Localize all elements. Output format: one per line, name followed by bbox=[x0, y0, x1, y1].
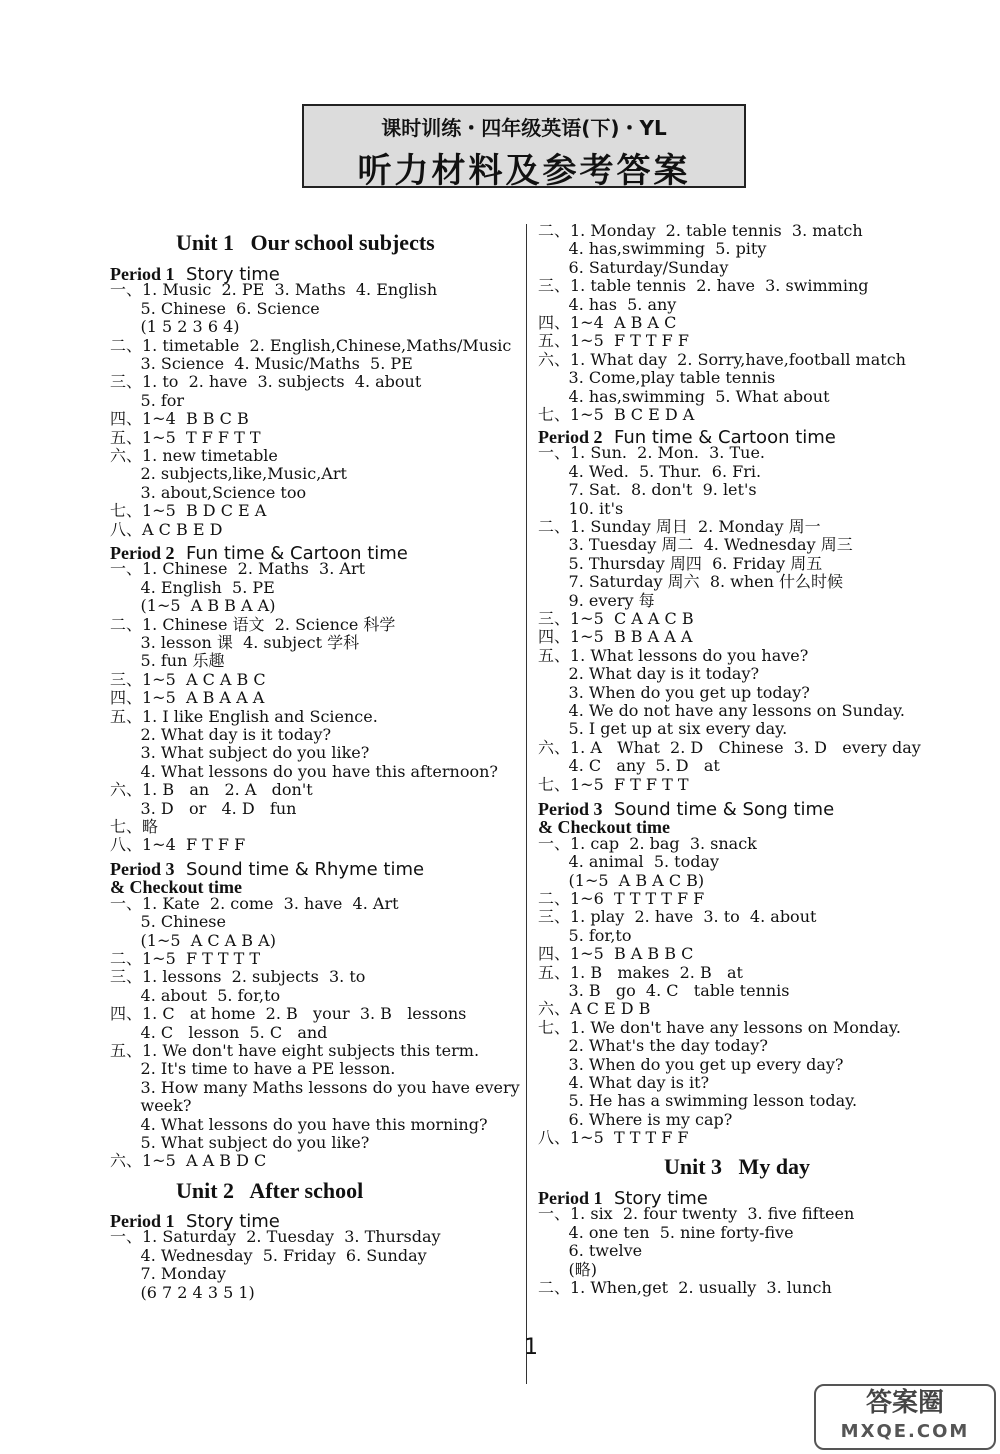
page-banner bbox=[302, 104, 746, 191]
answer-line: 4. has,swimming 5. What about bbox=[538, 386, 830, 406]
answer-line: 二、1. When,get 2. usually 3. lunch bbox=[538, 1278, 832, 1297]
period-label: Period 1 bbox=[110, 264, 175, 284]
answer-line: 3. B go 4. C table tennis bbox=[538, 981, 790, 1000]
period-label: Period 1 bbox=[538, 1188, 603, 1208]
answer-line: 4. Wed. 5. Thur. 6. Fri. bbox=[538, 461, 762, 481]
answer-line: 五、1. I like English and Science. bbox=[110, 706, 378, 726]
answer-line: (略) bbox=[538, 1259, 598, 1279]
watermark-top: 答案圈 bbox=[865, 1388, 944, 1418]
answer-line: 五、1~5 F T T F F bbox=[538, 331, 689, 351]
answer-line: 3. Tuesday 周二 4. Wednesday 周三 bbox=[538, 535, 853, 555]
answer-line: 二、1. Monday 2. table tennis 3. match bbox=[538, 221, 863, 240]
answer-line: 八、1~5 T T T F F bbox=[538, 1128, 689, 1148]
answer-line: 二、1~6 T T T T F F bbox=[538, 889, 705, 908]
watermark-logo bbox=[814, 1384, 996, 1450]
answer-line: 4. We do not have any lessons on Sunday. bbox=[538, 701, 905, 720]
answer-line: 七、1~5 B D C E A bbox=[110, 501, 267, 521]
answer-line: 三、1~5 C A A C B bbox=[538, 609, 694, 628]
answer-line: 7. Saturday 周六 8. when 什么时候 bbox=[538, 572, 844, 592]
answer-line: 六、1. A What 2. D Chinese 3. D every day bbox=[538, 737, 921, 757]
answer-line: 4. Wednesday 5. Friday 6. Sunday bbox=[110, 1245, 427, 1265]
answer-line: 3. Come,play table tennis bbox=[538, 368, 776, 388]
period-label: Period 1 bbox=[110, 1211, 175, 1231]
answer-line: 4. one ten 5. nine forty-five bbox=[538, 1222, 794, 1242]
answer-line: 五、1. What lessons do you have? bbox=[538, 645, 809, 665]
period-label: & Checkout time bbox=[110, 877, 242, 898]
answer-line: 6. Where is my cap? bbox=[538, 1109, 733, 1129]
answer-line: (1~5 A B A C B) bbox=[538, 870, 705, 890]
answer-line: 六、A C E D B bbox=[538, 999, 651, 1019]
answer-line: 三、1~5 A C A B C bbox=[110, 669, 266, 689]
answer-line: 七、略 bbox=[110, 817, 159, 836]
answer-line: 3. When do you get up every day? bbox=[538, 1054, 844, 1074]
answer-line: 七、1. We don't have any lessons on Monday. bbox=[538, 1017, 901, 1037]
answer-line: 六、1. new timetable bbox=[110, 446, 278, 465]
answer-line: 4. has,swimming 5. pity bbox=[538, 239, 767, 259]
answer-line: 5. What subject do you like? bbox=[110, 1133, 370, 1152]
answer-line: 4. C any 5. D at bbox=[538, 756, 720, 776]
answer-line: 4. about 5. for,to bbox=[110, 985, 281, 1005]
answer-line: (1~5 A C A B A) bbox=[110, 930, 276, 950]
answer-line: 4. English 5. PE bbox=[110, 577, 275, 597]
answer-line: 4. What lessons do you have this afternoon? bbox=[110, 761, 498, 781]
period-label: Period 3 bbox=[538, 799, 603, 819]
watermark-bottom: MXQE.COM bbox=[840, 1421, 970, 1442]
answer-line: 5. Chinese 6. Science bbox=[110, 298, 320, 318]
answer-line: 四、1~5 B B A A A bbox=[538, 627, 693, 647]
answer-line: 四、1~4 B B C B bbox=[110, 409, 249, 429]
answer-line: 3. What subject do you like? bbox=[110, 743, 370, 763]
answer-line: 一、1. Kate 2. come 3. have 4. Art bbox=[110, 893, 399, 913]
unit-heading: Unit 3 My day bbox=[664, 1154, 811, 1179]
answer-line: 2. What's the day today? bbox=[538, 1036, 768, 1056]
answer-line: (6 7 2 4 3 5 1) bbox=[110, 1282, 255, 1302]
answer-line: 9. every 每 bbox=[538, 590, 655, 610]
period-topic: Story time bbox=[174, 264, 280, 285]
answer-line: 3. Science 4. Music/Maths 5. PE bbox=[110, 354, 413, 373]
answer-line: 五、1~5 T F F T T bbox=[110, 427, 261, 447]
answer-line: 五、1. B makes 2. B at bbox=[538, 962, 743, 982]
answer-line: 6. Saturday/Sunday bbox=[538, 257, 729, 277]
column-divider bbox=[526, 224, 527, 1384]
answer-line: 10. it's bbox=[538, 498, 624, 518]
answer-line: 一、1. Music 2. PE 3. Maths 4. English bbox=[110, 280, 438, 300]
period-topic: Sound time & Song time bbox=[602, 799, 835, 820]
answer-line: 四、1~5 B A B B C bbox=[538, 944, 694, 964]
answer-line: 3. D or 4. D fun bbox=[110, 798, 297, 818]
answer-line: (1 5 2 3 6 4) bbox=[110, 317, 240, 337]
answer-line: 四、1~4 A B A C bbox=[538, 313, 677, 332]
period-topic: Story time bbox=[602, 1188, 708, 1209]
answer-line: 一、1. Sun. 2. Mon. 3. Tue. bbox=[538, 443, 765, 463]
answer-line: 四、1~5 A B A A A bbox=[110, 688, 265, 708]
answer-line: 六、1. B an 2. A don't bbox=[110, 780, 313, 800]
answer-line: 一、1. six 2. four twenty 3. five fifteen bbox=[538, 1204, 855, 1224]
banner-title: 听力材料及参考答案 bbox=[357, 151, 691, 191]
answer-line: 七、1~5 B C E D A bbox=[538, 405, 695, 424]
answer-line: 5. fun 乐趣 bbox=[110, 651, 225, 671]
answer-line: 4. has 5. any bbox=[538, 294, 677, 314]
answer-line: (1~5 A B B A A) bbox=[110, 596, 276, 616]
period-label: Period 2 bbox=[538, 427, 603, 447]
answer-line: 三、1. lessons 2. subjects 3. to bbox=[110, 967, 366, 987]
answer-line: 二、1. Chinese 语文 2. Science 科学 bbox=[110, 614, 396, 634]
answer-line: 八、A C B E D bbox=[110, 519, 223, 539]
unit-heading: Unit 2 After school bbox=[176, 1178, 364, 1203]
period-label: Period 3 bbox=[110, 859, 175, 879]
answer-line: 2. subjects,like,Music,Art bbox=[110, 464, 347, 484]
banner-subtitle: 课时训练・四年级英语(下)・YL bbox=[381, 116, 667, 140]
answer-line: 三、1. play 2. have 3. to 4. about bbox=[538, 907, 817, 927]
answer-line: 6. twelve bbox=[538, 1241, 643, 1261]
answer-line: 一、1. Chinese 2. Maths 3. Art bbox=[110, 559, 366, 579]
answer-line: 二、1. Sunday 周日 2. Monday 周一 bbox=[538, 517, 821, 536]
answer-line: 3. How many Maths lessons do you have every bbox=[110, 1077, 520, 1097]
answer-line: 5. Thursday 周四 6. Friday 周五 bbox=[538, 553, 823, 573]
period-topic: Fun time & Cartoon time bbox=[602, 427, 836, 448]
answer-line: 5. I get up at six every day. bbox=[538, 719, 788, 739]
answer-line: 7. Sat. 8. don't 9. let's bbox=[538, 480, 757, 500]
answer-line: 2. What day is it today? bbox=[538, 664, 760, 684]
answer-line: 2. What day is it today? bbox=[110, 725, 332, 744]
answer-line: 二、1~5 F T T T T bbox=[110, 949, 261, 968]
answer-line: 7. Monday bbox=[110, 1264, 227, 1284]
answer-line: 5. Chinese bbox=[110, 912, 226, 932]
answer-line: 4. animal 5. today bbox=[538, 852, 720, 872]
answer-line: week? bbox=[110, 1096, 192, 1116]
answer-line: 4. What day is it? bbox=[538, 1073, 710, 1092]
answer-line: 5. for bbox=[110, 390, 185, 410]
answer-line: 八、1~4 F T F F bbox=[110, 835, 246, 855]
answer-line: 3. When do you get up today? bbox=[538, 682, 810, 702]
answer-line: 四、1. C at home 2. B your 3. B lessons bbox=[110, 1004, 467, 1024]
answer-line: 一、1. Saturday 2. Tuesday 3. Thursday bbox=[110, 1227, 441, 1247]
answer-line: 二、1. timetable 2. English,Chinese,Maths/Music bbox=[110, 335, 512, 355]
period-topic: Sound time & Rhyme time bbox=[174, 859, 425, 880]
unit-heading: Unit 1 Our school subjects bbox=[176, 230, 435, 255]
page-number: 1 bbox=[524, 1335, 538, 1360]
answer-line: 3. about,Science too bbox=[110, 482, 307, 502]
answer-line: 六、1. What day 2. Sorry,have,football match bbox=[538, 349, 906, 369]
answer-line: 4. C lesson 5. C and bbox=[110, 1022, 328, 1042]
answer-line: 五、1. We don't have eight subjects this term. bbox=[110, 1041, 480, 1060]
answer-line: 七、1~5 F T F T T bbox=[538, 774, 689, 794]
answer-line: 4. What lessons do you have this morning? bbox=[110, 1114, 488, 1134]
period-topic: Story time bbox=[174, 1211, 280, 1232]
period-label: & Checkout time bbox=[538, 817, 670, 838]
answer-line: 3. lesson 课 4. subject 学科 bbox=[110, 633, 360, 652]
period-label: Period 2 bbox=[110, 543, 175, 563]
answer-line: 六、1~5 A A B D C bbox=[110, 1151, 267, 1171]
answer-line: 5. for,to bbox=[538, 925, 632, 945]
period-topic: Fun time & Cartoon time bbox=[174, 543, 408, 564]
answer-line: 一、1. cap 2. bag 3. snack bbox=[538, 833, 757, 853]
answer-line: 三、1. table tennis 2. have 3. swimming bbox=[538, 276, 869, 296]
answer-line: 三、1. to 2. have 3. subjects 4. about bbox=[110, 372, 422, 392]
answer-line: 2. It's time to have a PE lesson. bbox=[110, 1059, 396, 1079]
answer-line: 5. He has a swimming lesson today. bbox=[538, 1091, 858, 1111]
